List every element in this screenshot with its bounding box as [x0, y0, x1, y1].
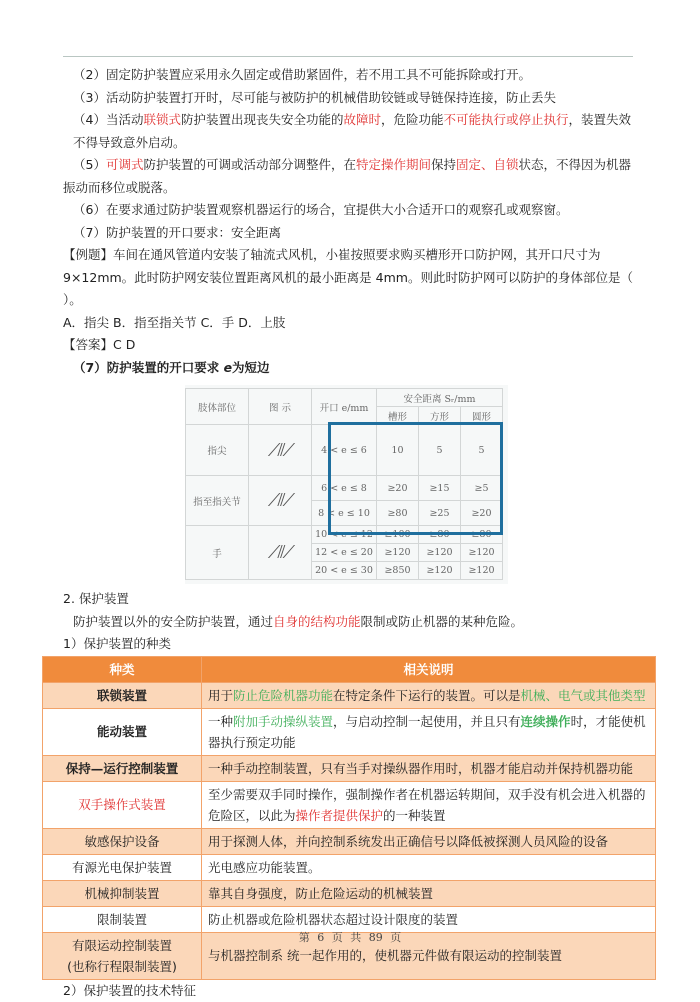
text: （5）	[73, 157, 106, 172]
text: 至少需要双手同时操作，强制操作者在机器运转期间，双手没有机会进入机器的危险区，以此为	[208, 787, 646, 823]
table-row	[186, 425, 503, 476]
col-header: 槽形	[377, 407, 419, 425]
highlight-red: 联锁式	[143, 112, 181, 127]
header-rule	[63, 56, 633, 57]
text: （7）防护装置的开口要求	[73, 360, 224, 375]
text: 状态，不得因为机器振动而移位或脱落。	[63, 157, 631, 195]
slot: ≥120	[377, 544, 419, 562]
type-name: 机械抑制装置	[43, 880, 202, 906]
text: 用于	[208, 688, 233, 703]
col-header: 相关说明	[202, 656, 656, 682]
slot: 10	[377, 425, 419, 476]
round: ≥5	[461, 476, 503, 501]
body-part: 指至指关节	[186, 476, 249, 526]
table-row	[43, 828, 656, 854]
slot: ≥20	[377, 476, 419, 501]
round: ≥20	[461, 501, 503, 526]
section-title: 2. 保护装置	[63, 588, 638, 611]
example-answer: 【答案】C D	[63, 334, 638, 357]
example-question: 【例题】车间在通风管道内安装了轴流式风机，小崔按照要求购买槽形开口防护网，其开口尺寸为 9×12mm。此时防护网安装位置距离风机的最小距离是 4mm。则此时防护网可以防护的身体部位是（ ）。	[63, 244, 638, 312]
para-7: （7）防护装置的开口要求：安全距离	[63, 222, 638, 245]
text: 保持	[431, 157, 456, 172]
highlight-green: 附加手动操纵装置	[233, 714, 333, 729]
col-header: 图 示	[249, 389, 312, 425]
opening: 12 < e ≤ 20	[312, 544, 377, 562]
type-desc: 用于探测人体，并向控制系统发出正确信号以降低被探测人员风险的设备	[202, 828, 656, 854]
text: ，装置失效不得导致意外启动。	[73, 112, 631, 150]
square: 5	[419, 425, 461, 476]
type-desc	[202, 781, 656, 828]
text: 时，才能使机器执行预定功能	[208, 714, 646, 750]
text: e	[224, 360, 232, 375]
slot: ≥100	[377, 526, 419, 544]
para-6: （6）在要求通过防护装置观察机器运行的场合，宜提供大小合适开口的观察孔或观察窗。	[63, 199, 638, 222]
type-name: 敏感保护设备	[43, 828, 202, 854]
text: 防护装置出现丧失安全功能的	[181, 112, 344, 127]
text: 在特定条件下运行的装置。可以是	[333, 688, 521, 703]
table-row	[186, 526, 503, 544]
para-3: （3）活动防护装置打开时，尽可能与被防护的机械借助铰链或导链保持连接，防止丢失	[63, 87, 638, 110]
highlight-red: 操作者提供保护	[296, 808, 384, 823]
hand-diagram-icon: ⟋⫽⟋	[249, 526, 312, 580]
type-desc: 防止机器或危险机器状态超过设计限度的装置	[202, 906, 656, 932]
col-header: 开口 e/mm	[312, 389, 377, 425]
type-name: 限制装置	[43, 906, 202, 932]
round: ≥120	[461, 562, 503, 580]
type-name: 双手操作式装置	[43, 781, 202, 828]
square: ≥25	[419, 501, 461, 526]
text: (也称行程限制装置)	[49, 956, 195, 977]
text: 防护装置以外的安全防护装置，通过	[73, 614, 273, 629]
type-desc: 光电感应功能装置。	[202, 854, 656, 880]
section-desc	[63, 611, 638, 634]
table-row	[43, 854, 656, 880]
text: 一种	[208, 714, 233, 729]
text: （4）当活动	[73, 112, 143, 127]
body-part: 指尖	[186, 425, 249, 476]
text: 防护装置的可调或活动部分调整件，在	[143, 157, 356, 172]
highlight-red: 自身的结构功能	[273, 614, 361, 629]
slot: ≥850	[377, 562, 419, 580]
opening: 6 < e ≤ 8	[312, 476, 377, 501]
square: ≥120	[419, 544, 461, 562]
opening: 8 < e ≤ 10	[312, 501, 377, 526]
type-desc: 靠其自身强度，防止危险运动的机械装置	[202, 880, 656, 906]
para-5	[63, 154, 638, 199]
type-name: 能动装置	[43, 708, 202, 755]
highlight-green: 机械、电气或其他类型	[521, 688, 646, 703]
round: ≥80	[461, 526, 503, 544]
finger-joint-diagram-icon: ⟋⫽⟋	[249, 476, 312, 526]
safety-distance-table	[185, 388, 503, 580]
subsection-types: 1）保护装置的种类	[63, 633, 638, 656]
col-header: 肢体部位	[186, 389, 249, 425]
type-name: 联锁装置	[43, 682, 202, 708]
round: ≥120	[461, 544, 503, 562]
square: ≥120	[419, 562, 461, 580]
type-desc: 一种手动控制装置，只有当手对操纵器作用时，机器才能启动并保持机器功能	[202, 755, 656, 781]
table-row	[43, 755, 656, 781]
highlight-green: 连续操作	[521, 714, 571, 729]
example-options: A．指尖 B．指至指关节 C．手 D．上肢	[63, 312, 638, 335]
text: 为短边	[232, 360, 270, 375]
text: 的一种装置	[383, 808, 446, 823]
table-row	[43, 880, 656, 906]
para-2: （2）固定防护装置应采用永久固定或借助紧固件，若不用工具不可能拆除或打开。	[63, 64, 638, 87]
type-desc	[202, 708, 656, 755]
highlight-red: 故障时	[343, 112, 381, 127]
page-content	[63, 64, 638, 1002]
col-header: 方形	[419, 407, 461, 425]
text: ，危险功能	[381, 112, 444, 127]
table-row	[43, 781, 656, 828]
type-name: 保持—运行控制装置	[43, 755, 202, 781]
square: ≥15	[419, 476, 461, 501]
type-name: 有源光电保护装置	[43, 854, 202, 880]
table-row	[186, 476, 503, 501]
opening: 20 < e ≤ 30	[312, 562, 377, 580]
heading-opening-requirement	[63, 357, 638, 380]
round: 5	[461, 425, 503, 476]
type-desc: 与机器控制系 统一起作用的，使机器元件做有限运动的控制装置	[202, 932, 656, 979]
highlight-red: 不可能执行或停止执行	[444, 112, 569, 127]
opening: 10 < e ≤ 12	[312, 526, 377, 544]
slot: ≥80	[377, 501, 419, 526]
body-part: 手	[186, 526, 249, 580]
highlight-red: 特定操作期间	[356, 157, 431, 172]
text: ，与启动控制一起使用，并且只有	[333, 714, 521, 729]
opening: 4 < e ≤ 6	[312, 425, 377, 476]
table-row	[43, 708, 656, 755]
col-header: 圆形	[461, 407, 503, 425]
highlight-red: 固定、自锁	[456, 157, 519, 172]
col-header: 安全距离 Sᵣ/mm	[377, 389, 503, 407]
table-row	[43, 682, 656, 708]
col-header: 种类	[43, 656, 202, 682]
text: 有限运动控制装置	[49, 935, 195, 956]
text: 限制或防止机器的某种危险。	[361, 614, 524, 629]
highlight-red: 可调式	[106, 157, 144, 172]
fingertip-diagram-icon: ⟋⫽⟋	[249, 425, 312, 476]
page-number: 第 6 页 共 89 页	[0, 929, 700, 945]
safety-distance-figure	[185, 385, 508, 584]
para-4	[63, 109, 638, 154]
square: ≥80	[419, 526, 461, 544]
type-desc	[202, 682, 656, 708]
subsection-tech: 2）保护装置的技术特征	[63, 980, 638, 1002]
highlight-green: 防止危险机器功能	[233, 688, 333, 703]
